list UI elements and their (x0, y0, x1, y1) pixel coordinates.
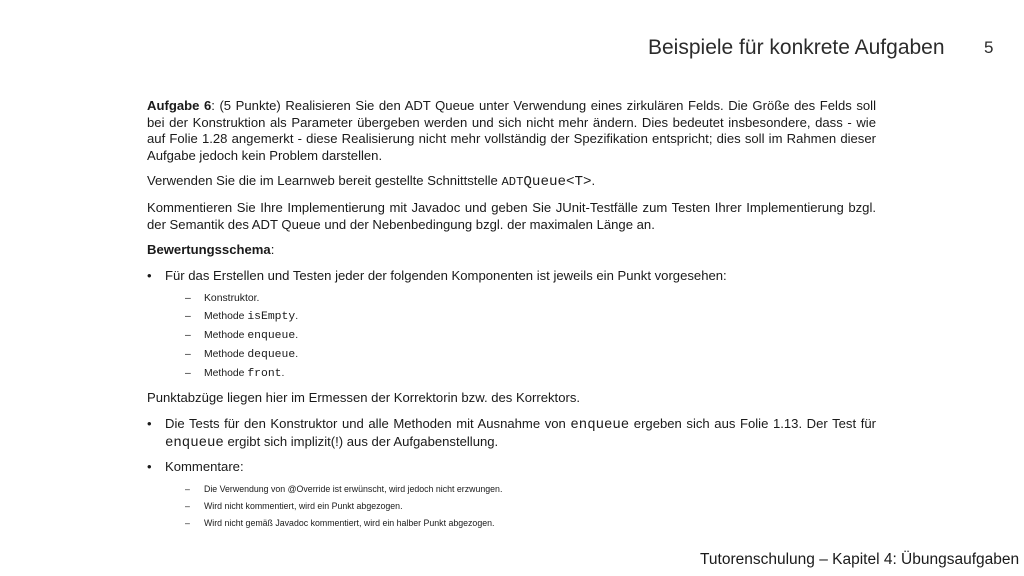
bullet-text: ergeben sich aus Folie 1.13. Der Test für (629, 415, 876, 431)
bullet-text: ergibt sich implizit(!) aus der Aufgabenstellung. (223, 433, 499, 449)
dash-icon: – (185, 483, 190, 494)
comment-rule-text: Wird nicht gemäß Javadoc kommentiert, wird ein halber Punkt abgezogen. (204, 517, 495, 528)
sub-item-suffix: . (281, 368, 285, 380)
sub-item-text: Methode (204, 311, 248, 323)
sub-item-text: Konstruktor. (204, 293, 260, 305)
sub-item-code: front (247, 368, 282, 381)
comment-rule (147, 501, 876, 512)
dash-icon: – (185, 349, 191, 361)
comment-rule (147, 518, 876, 529)
dash-icon: – (185, 517, 190, 528)
bullet-comments (147, 459, 876, 476)
task-text: : (5 Punkte) Realisieren Sie den ADT Queue unter Verwendung eines zirkulären Felds. Die Größe des Felds soll bei der Konstruktion als Parameter übergeben werden und sich nicht mehr ändern. Dies bedeutet insbesondere, dass - wie auf Folie 1.28 angemerkt - diese Realisierung nicht mehr vollständig der Spezifikation entspricht; dies soll im Rahmen dieser Aufgabe jedoch kein Problem darstellen. (147, 98, 876, 163)
task-label: Aufgabe 6 (147, 98, 212, 113)
slide-number: 5 (984, 38, 994, 57)
interface-suffix: . (591, 173, 596, 189)
dash-icon: – (185, 330, 191, 342)
interface-paragraph (147, 173, 876, 191)
dash-icon: – (185, 368, 191, 380)
sub-item-suffix: . (295, 330, 299, 342)
bullet-text: Kommentare: (165, 459, 244, 475)
sub-item-constructor (147, 292, 876, 305)
sub-item-code: dequeue (247, 349, 296, 362)
dash-icon: – (185, 311, 191, 323)
sub-item-text: Methode (204, 368, 248, 380)
deduction-paragraph: Punktabzüge liegen hier im Ermessen der Korrektorin bzw. des Korrektors. (147, 390, 581, 406)
sub-item-text: Methode (204, 330, 248, 342)
bullet-tests (147, 416, 876, 451)
sub-item-suffix: . (295, 311, 299, 323)
bullet-code: enqueue (570, 416, 630, 433)
slide-footer: Tutorenschulung – Kapitel 4: Übungsaufgaben (700, 551, 1020, 568)
sub-item-code: enqueue (247, 330, 296, 343)
bullet-components (147, 268, 876, 285)
bullet-code: enqueue (165, 434, 224, 451)
comment-rule-text: Wird nicht kommentiert, wird ein Punkt abgezogen. (204, 500, 403, 511)
comment-rule (147, 484, 876, 495)
sub-item-front (147, 367, 876, 381)
task-paragraph (147, 98, 876, 164)
comment-paragraph: Kommentieren Sie Ihre Implementierung mit Javadoc und geben Sie JUnit-Testfälle zum Testen Ihrer Implementierung bzgl. der Semantik des ADT Queue und der Nebenbedingung bzgl. der maximalen Länge an. (147, 199, 876, 232)
grading-label: Bewertungsschema (147, 242, 271, 258)
sub-item-code: isEmpty (247, 311, 296, 324)
sub-item-isempty (147, 310, 876, 324)
sub-item-dequeue (147, 348, 876, 362)
interface-code-name: Queue<T> (523, 174, 592, 191)
interface-text: Verwenden Sie die im Learnweb bereit gestellte Schnittstelle (147, 173, 502, 189)
sub-item-suffix: . (295, 349, 299, 361)
grading-colon: : (270, 242, 275, 258)
dash-icon: – (185, 293, 191, 305)
comment-rule-text: Die Verwendung von @Override ist erwünscht, wird jedoch nicht erzwungen. (204, 483, 503, 494)
sub-item-text: Methode (204, 349, 248, 361)
bullet-text: Für das Erstellen und Testen jeder der folgenden Komponenten ist jeweils ein Punkt vorgesehen: (165, 267, 727, 283)
grading-heading (147, 242, 876, 259)
interface-code-prefix: ADT (501, 175, 524, 190)
bullet-icon: • (147, 459, 152, 475)
slide-content (147, 98, 876, 535)
bullet-icon: • (147, 415, 152, 431)
bullet-icon: • (147, 267, 152, 283)
dash-icon: – (185, 500, 190, 511)
bullet-text: Die Tests für den Konstruktor und alle Methoden mit Ausnahme von (165, 415, 571, 431)
sub-item-enqueue (147, 329, 876, 343)
slide-title: Beispiele für konkrete Aufgaben (648, 36, 945, 59)
